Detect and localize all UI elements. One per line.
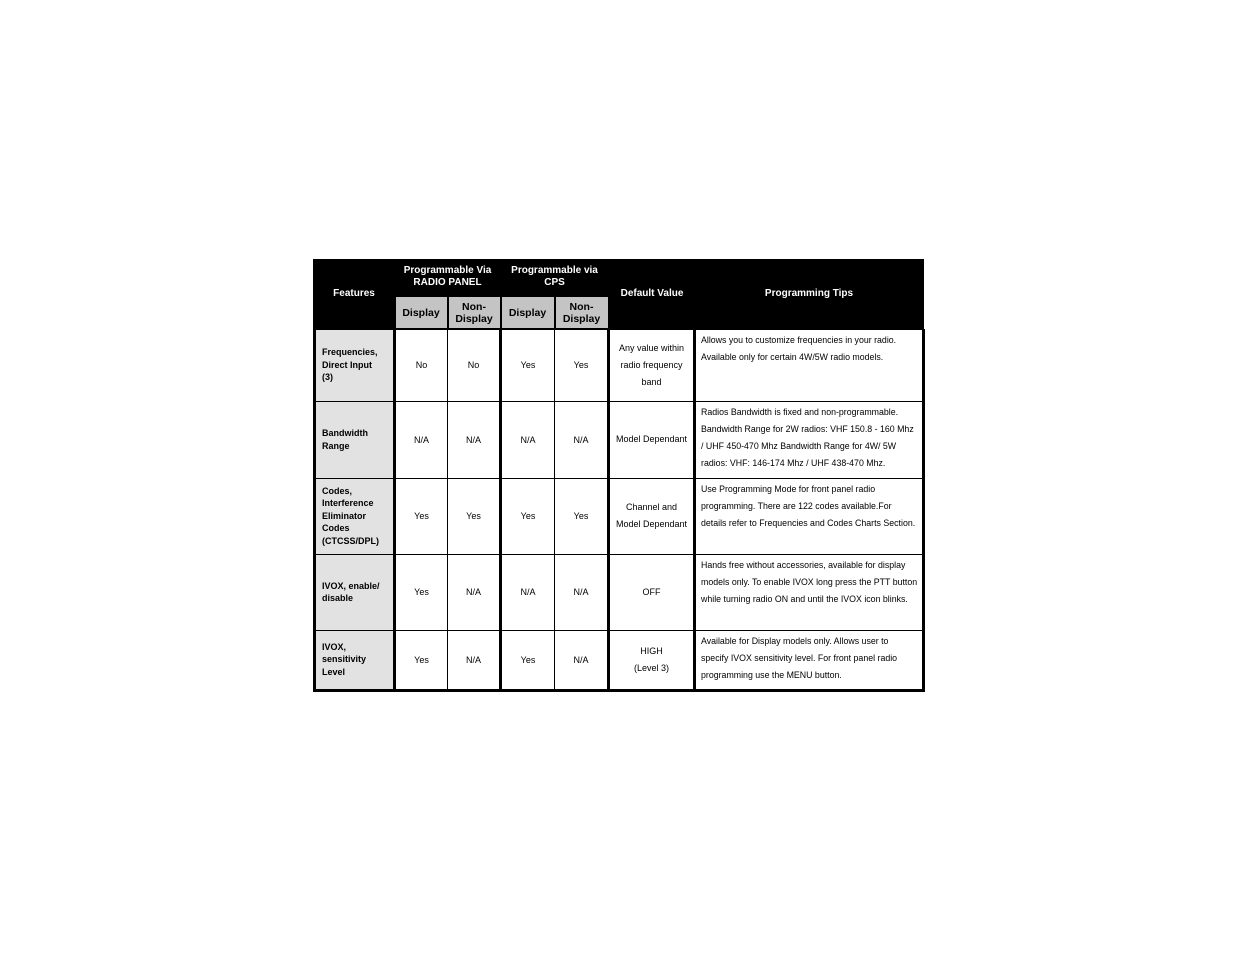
cps-display-cell: N/A — [501, 401, 555, 478]
header-panel-non-display-line1: Non- — [462, 300, 486, 313]
cps-non-display-cell: Yes — [555, 329, 609, 401]
programming-tips-cell: Use Programming Mode for front panel radio programming. There are 122 codes available.For details refer to Frequencies and Codes Charts Section. — [695, 478, 924, 554]
panel-display-cell: Yes — [395, 478, 448, 554]
table-row — [315, 329, 924, 401]
programming-tips-cell: Radios Bandwidth is fixed and non-programmable. Bandwidth Range for 2W radios: VHF 150.8 - 160 Mhz / UHF 450-470 Mhz Bandwidth Range for 4W/ 5W radios: VHF: 146-174 Mhz / UHF 438-470 Mhz. — [695, 401, 924, 478]
default-line: Any value within — [618, 342, 685, 353]
feature-line: Frequencies, — [322, 347, 378, 358]
feature-line: Range — [322, 440, 350, 451]
panel-display-cell: N/A — [395, 401, 448, 478]
cps-non-display-cell: N/A — [555, 401, 609, 478]
feature-line: (3) — [322, 372, 333, 383]
cps-display-cell: Yes — [501, 630, 555, 690]
feature-cell — [315, 554, 395, 630]
features-table — [313, 259, 925, 692]
default-value-cell — [609, 401, 695, 478]
default-line: Model Dependant — [615, 519, 688, 529]
cps-display-cell: Yes — [501, 329, 555, 401]
default-line: OFF — [642, 586, 661, 597]
panel-display-cell: Yes — [395, 554, 448, 630]
header-radio-panel-line2: RADIO PANEL — [413, 277, 482, 288]
panel-non-display-cell: No — [448, 329, 501, 401]
feature-line: disable — [322, 593, 354, 603]
header-panel-display: Display — [395, 296, 448, 329]
feature-line: Eliminator — [322, 510, 367, 521]
programming-tips-cell: Allows you to customize frequencies in your radio. Available only for certain 4W/5W radio models. — [695, 329, 924, 401]
header-features: Features — [315, 259, 395, 329]
feature-cell — [315, 329, 395, 401]
header-cps-line1: Programmable via — [511, 265, 598, 276]
feature-line: (CTCSS/DPL) — [322, 535, 379, 546]
table-row — [315, 478, 924, 554]
default-value-cell — [609, 630, 695, 690]
panel-non-display-cell: N/A — [448, 554, 501, 630]
default-value-cell — [609, 329, 695, 401]
cps-non-display-cell: N/A — [555, 630, 609, 690]
feature-line: Bandwidth — [322, 428, 368, 438]
header-panel-non-display-line2: Display — [455, 312, 493, 325]
panel-non-display-cell: Yes — [448, 478, 501, 554]
default-line: band — [641, 376, 662, 387]
cps-display-cell: N/A — [501, 554, 555, 630]
panel-non-display-cell: N/A — [448, 401, 501, 478]
cps-non-display-cell: N/A — [555, 554, 609, 630]
feature-line: Codes — [322, 523, 350, 534]
panel-non-display-cell: N/A — [448, 630, 501, 690]
feature-cell — [315, 401, 395, 478]
header-cps-group — [501, 259, 609, 296]
feature-line: Interference — [322, 498, 374, 509]
default-line: HIGH — [640, 645, 663, 656]
default-value-cell — [609, 554, 695, 630]
feature-line: Level — [322, 666, 346, 677]
header-cps-non-display-line1: Non- — [569, 300, 594, 313]
table-row — [315, 401, 924, 478]
default-line: Model Dependant — [615, 434, 688, 444]
header-cps-non-display — [555, 296, 609, 329]
features-table-container — [313, 259, 922, 691]
default-line: radio frequency — [620, 359, 683, 370]
header-cps-display: Display — [501, 296, 555, 329]
cps-display-cell: Yes — [501, 478, 555, 554]
programming-tips-cell: Hands free without accessories, available for display models only. To enable IVOX long press the PTT button while turning radio ON and until the IVOX icon blinks. — [695, 554, 924, 630]
default-value-cell — [609, 478, 695, 554]
panel-display-cell: No — [395, 329, 448, 401]
default-line: Channel and — [625, 502, 678, 512]
header-radio-panel-group — [395, 259, 501, 296]
header-radio-panel-line1: Programmable Via — [403, 265, 492, 276]
header-programming-tips: Programming Tips — [695, 259, 924, 329]
table-row — [315, 554, 924, 630]
feature-line: Direct Input — [322, 359, 373, 370]
feature-line: IVOX, — [322, 641, 347, 652]
feature-line: Codes, — [322, 485, 353, 496]
header-default-value: Default Value — [609, 259, 695, 329]
default-line: (Level 3) — [634, 662, 670, 673]
header-panel-non-display — [448, 296, 501, 329]
table-row — [315, 630, 924, 690]
panel-display-cell: Yes — [395, 630, 448, 690]
feature-cell — [315, 630, 395, 690]
cps-non-display-cell: Yes — [555, 478, 609, 554]
feature-line: IVOX, enable/ — [322, 580, 380, 591]
header-cps-line2: CPS — [544, 277, 565, 288]
feature-line: sensitivity — [322, 654, 367, 665]
programming-tips-cell: Available for Display models only. Allows user to specify IVOX sensitivity level. For front panel radio programming use the MENU button. — [695, 630, 924, 690]
header-cps-non-display-line2: Display — [562, 312, 601, 325]
feature-cell — [315, 478, 395, 554]
